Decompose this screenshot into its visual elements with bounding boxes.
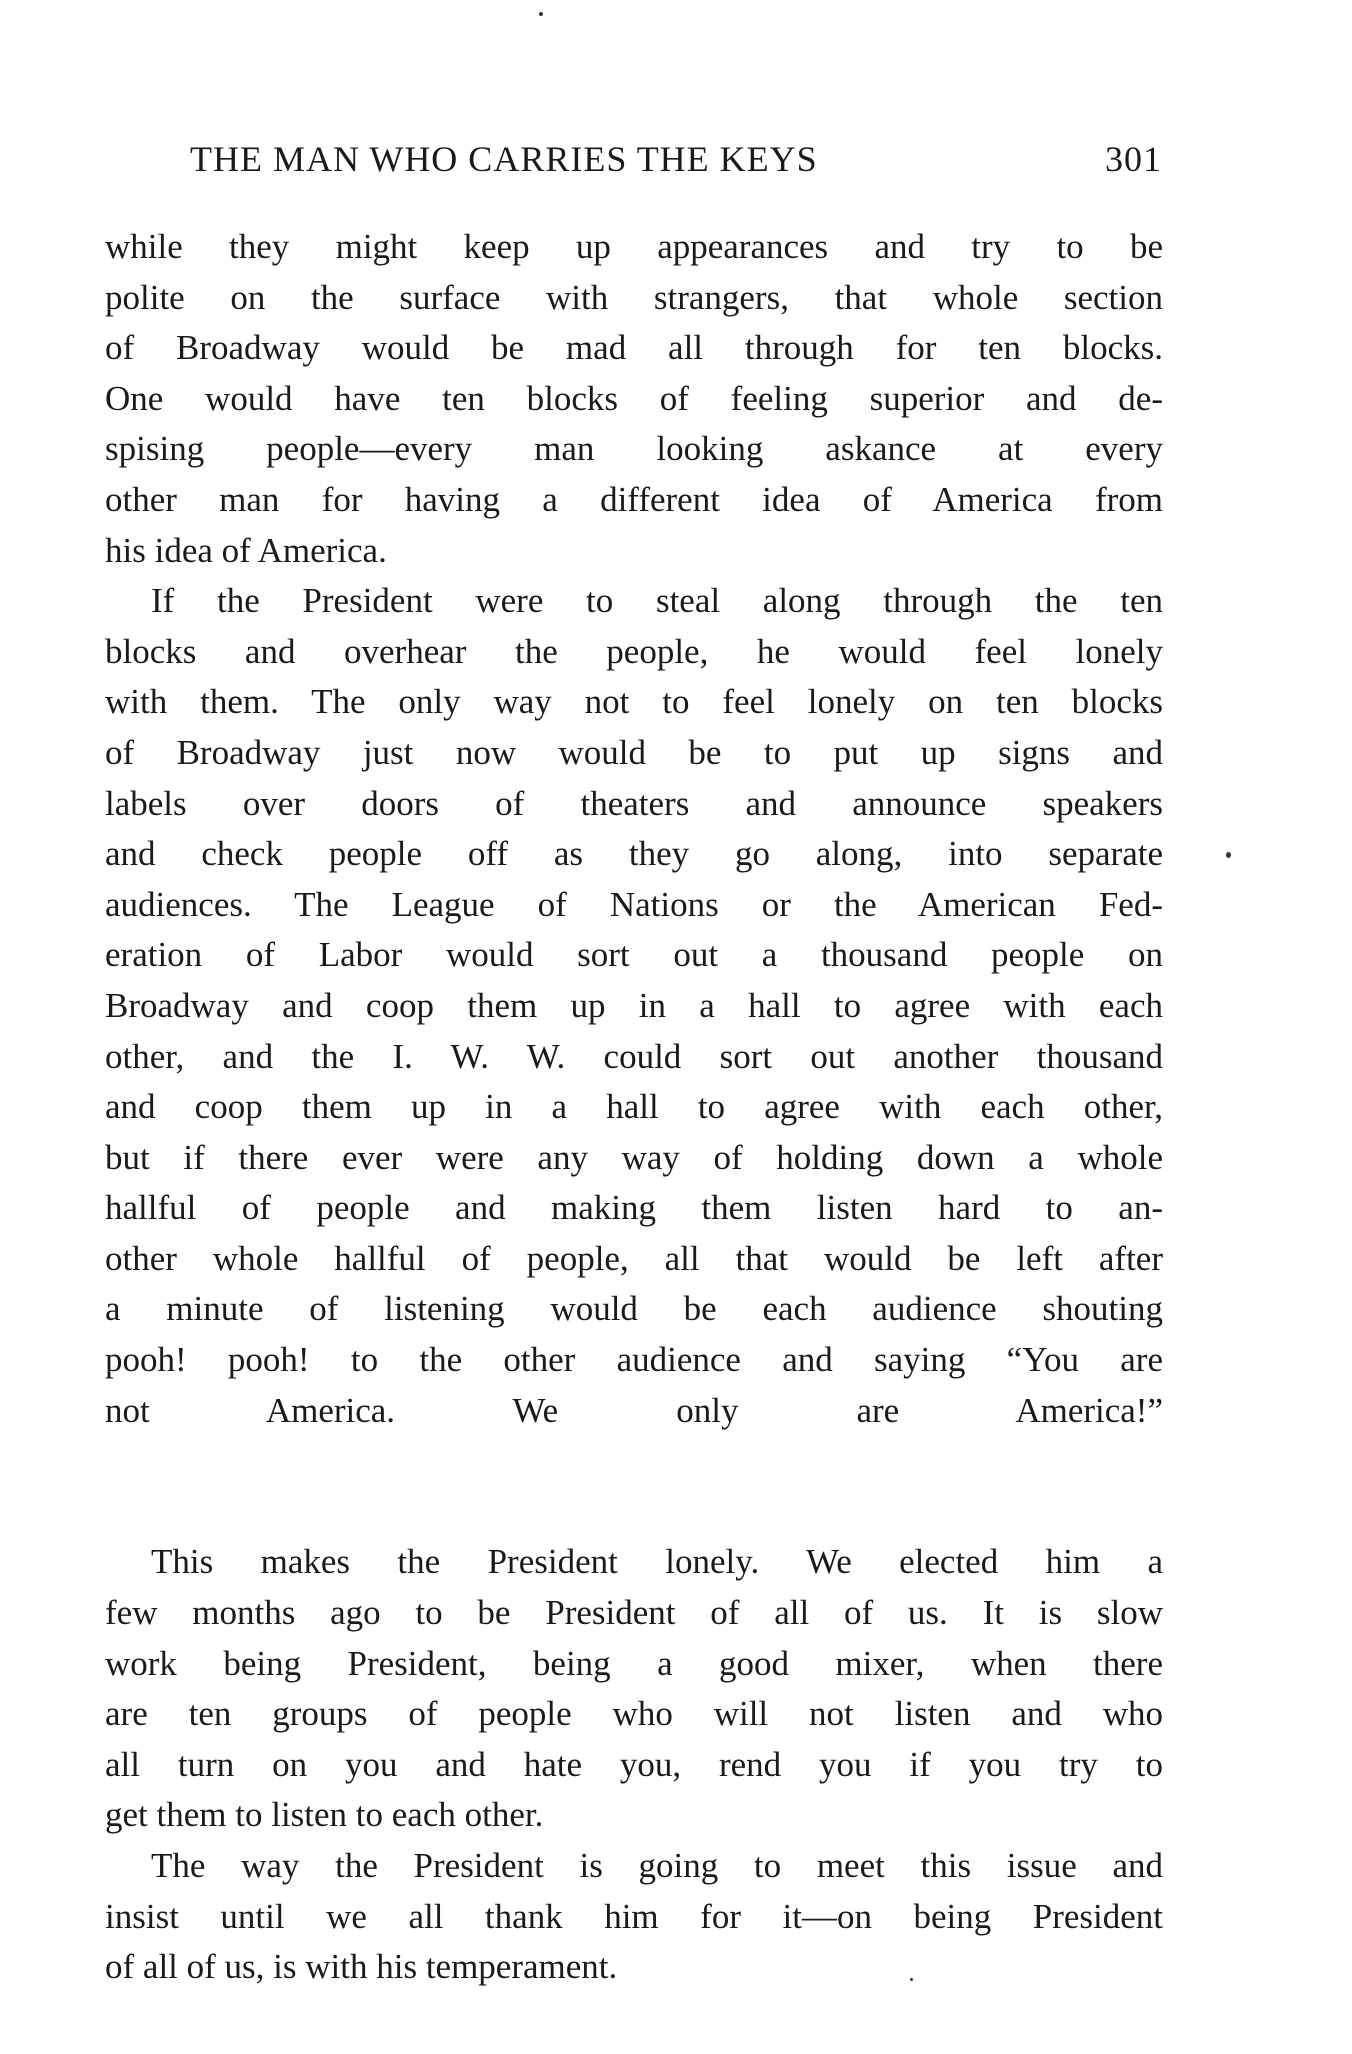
scan-speck — [1226, 852, 1231, 858]
text-line: while they might keep up appearances and try to be — [105, 227, 1163, 266]
text-line: and coop them up in a hall to agree with each other, — [105, 1087, 1163, 1127]
text-line: polite on the surface with strangers, that whole section — [105, 277, 1163, 317]
text-line: of Broadway would be mad all through for ten blocks. — [105, 328, 1163, 368]
text-line: few months ago to be President of all of us. It is slow — [105, 1593, 1163, 1633]
text-line: his idea of America. — [105, 530, 387, 570]
text-line: are ten groups of people who will not listen and who — [105, 1694, 1163, 1734]
text-line: a minute of listening would be each audience shouting — [105, 1289, 1163, 1329]
text-line: not America. We only are America!” — [105, 1390, 1163, 1430]
text-line: If the President were to steal along through the ten — [151, 581, 1163, 621]
text-line: The way the President is going to meet this issue and — [151, 1846, 1163, 1885]
paragraph-3 — [105, 1537, 1163, 1841]
text-line: One would have ten blocks of feeling superior and de- — [105, 378, 1163, 418]
scan-speck — [539, 12, 543, 16]
text-line: other, and the I. W. W. could sort out another thousand — [105, 1036, 1163, 1076]
text-line: spising people—every man looking askance at every — [105, 429, 1163, 469]
scan-speck — [910, 1978, 913, 1981]
text-line: pooh! pooh! to the other audience and saying “You are — [105, 1340, 1163, 1380]
text-line: get them to listen to each other. — [105, 1795, 544, 1835]
text-line: blocks and overhear the people, he would feel lonely — [105, 631, 1163, 671]
running-head — [190, 138, 1162, 188]
paragraph-4 — [105, 1841, 1163, 1993]
text-line: work being President, being a good mixer, when there — [105, 1643, 1163, 1683]
text-line: but if there ever were any way of holding down a whole — [105, 1137, 1163, 1177]
paragraph-1 — [105, 222, 1163, 576]
text-line — [105, 1436, 1163, 1487]
text-line: and check people off as they go along, into separate — [105, 834, 1163, 874]
text-line: hallful of people and making them listen hard to an- — [105, 1188, 1163, 1228]
text-line: audiences. The League of Nations or the American Fed- — [105, 884, 1163, 924]
running-head-title: THE MAN WHO CARRIES THE KEYS — [190, 139, 818, 179]
text-line: all turn on you and hate you, rend you if you try to — [105, 1744, 1163, 1784]
paragraph-2 — [105, 576, 1163, 1537]
text-line: of Broadway just now would be to put up signs and — [105, 732, 1163, 772]
page-number: 301 — [1105, 139, 1162, 179]
text-line: insist until we all thank him for it—on being President — [105, 1896, 1163, 1936]
text-line: other man for having a different idea of America from — [105, 479, 1163, 519]
text-line: Broadway and coop them up in a hall to agree with each — [105, 985, 1163, 1025]
body-text — [105, 222, 1163, 1993]
text-line: of all of us, is with his temperament. — [105, 1947, 618, 1987]
text-line: labels over doors of theaters and announce speakers — [105, 783, 1163, 823]
text-line: with them. The only way not to feel lonely on ten blocks — [105, 682, 1163, 722]
text-line: other whole hallful of people, all that would be left after — [105, 1238, 1163, 1278]
text-line — [105, 1487, 1163, 1538]
text-line: This makes the President lonely. We elected him a — [151, 1542, 1163, 1582]
text-line: eration of Labor would sort out a thousand people on — [105, 935, 1163, 975]
